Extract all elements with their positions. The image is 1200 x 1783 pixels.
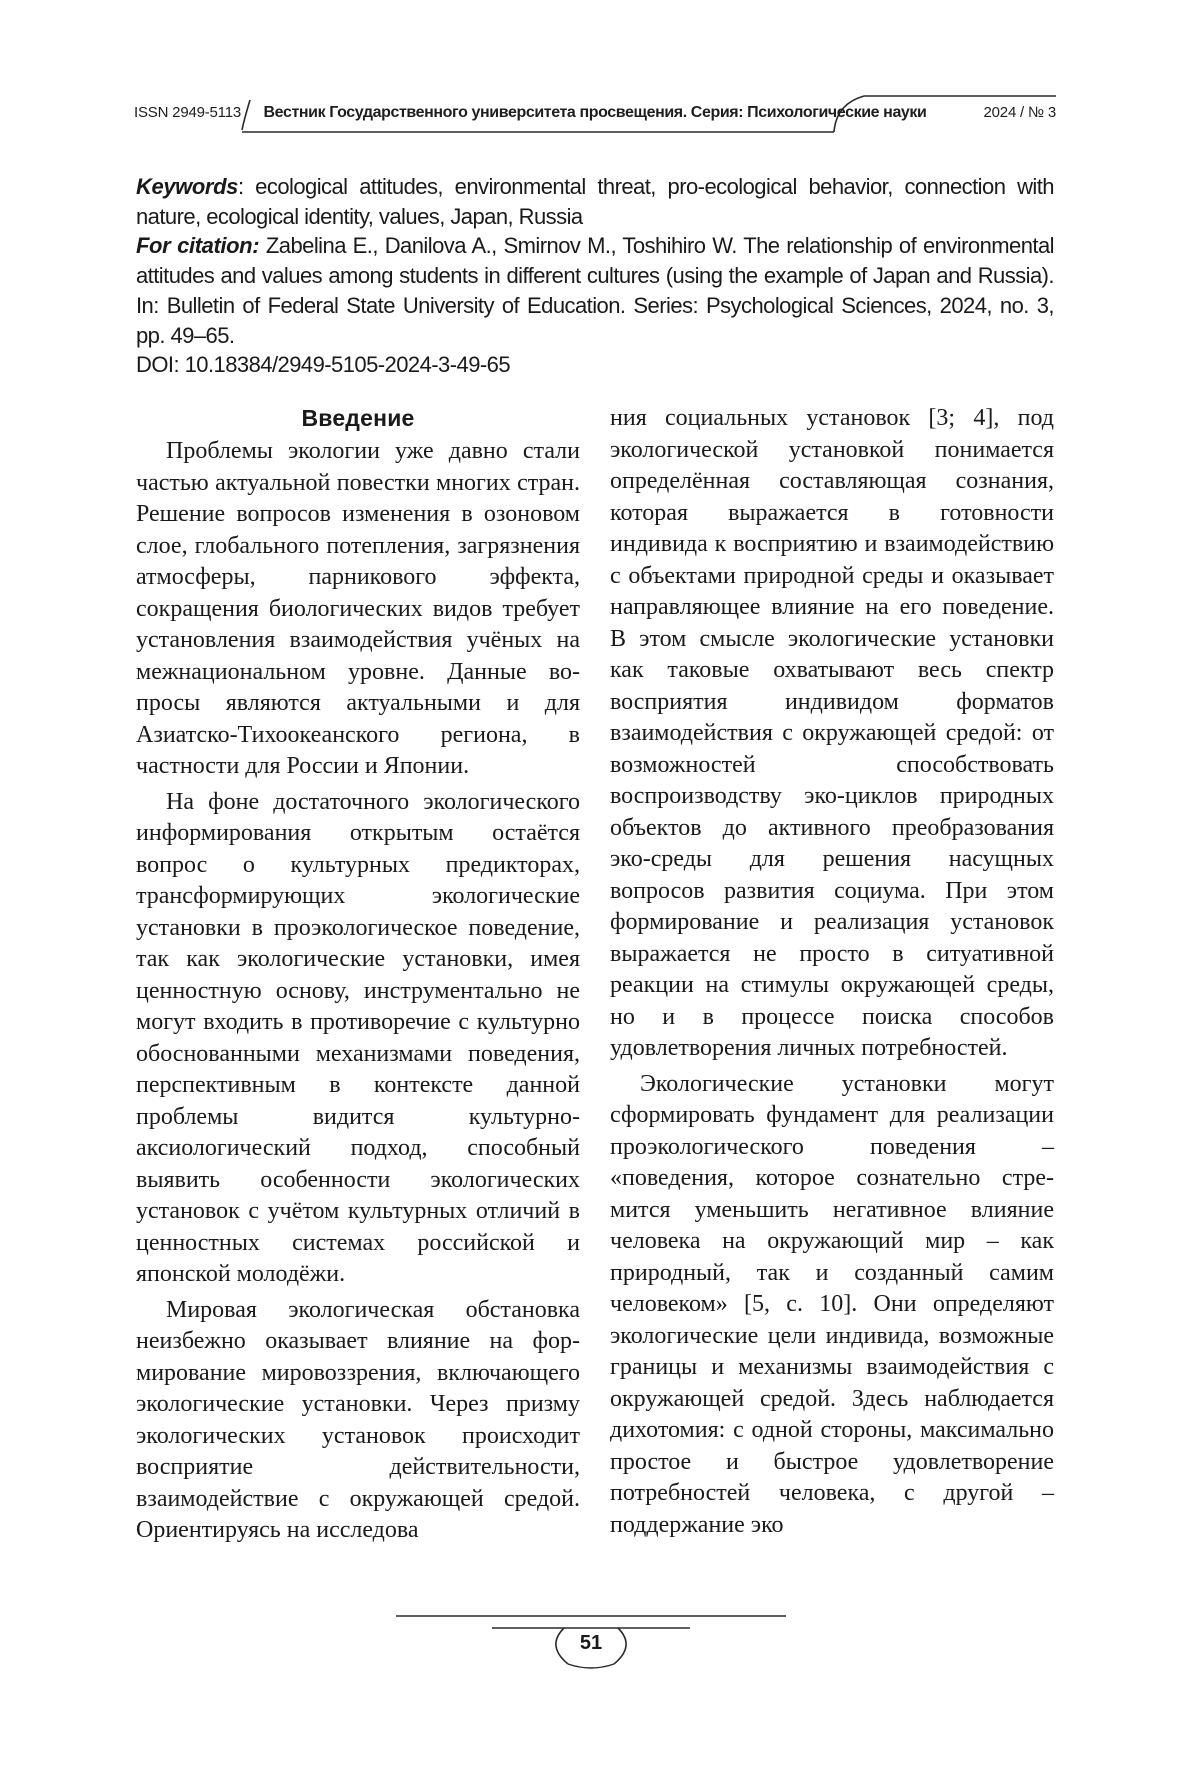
left-column <box>136 403 580 1551</box>
keywords-line <box>136 172 1054 231</box>
paragraph: На фоне достаточного экологического информирования открытым остаётся вопрос о культурных предикторах, трансформирующих экологические установки в проэкологическое поведение, так как экологические установки, имея ценностную основу, инструментально не могут входить в противоречие с культурно обоснованными механизмами поведения, перспективным в контексте данной проблемы видится культурно-аксиологический подход, способный выявить особенности экологических установок с учётом культурных отличий в ценностных системах российской и японской молодёжи. <box>136 788 580 1287</box>
paragraph: Проблемы экологии уже давно стали частью актуальной повестки многих стран. Решение вопросов изменения в озоновом слое, глобального потепления, загрязнения атмосферы, парникового эффекта, сокращения биологических видов требует установления взаимодействия учёных на межнациональном уровне. Данные вопросы являются актуальными и для Азиатско-Тихоокеанского региона, в частности для России и Японии. <box>136 438 580 779</box>
issn-label: ISSN 2949-5113 <box>134 104 241 121</box>
running-header <box>134 92 1056 142</box>
doi-line: DOI: 10.18384/2949-5105-2024-3-49-65 <box>136 352 511 378</box>
page-number: 51 <box>579 1632 603 1654</box>
journal-title: Вестник Государственного университета просвещения. Серия: Психологические науки <box>263 104 927 121</box>
right-column <box>610 403 1054 1545</box>
citation-text: Zabelina E., Danilova A., Smirnov M., Toshihiro W. The relationship of environmental attitudes and values among students in different cultures (using the example of Japan and Russia). In: Bulletin of Federal State University of Education. Series: Psychological Sciences, 2024, no. 3, pp. 49–65. <box>136 233 1054 348</box>
keywords-label: Keywords <box>136 174 238 199</box>
page-footer <box>396 1612 786 1682</box>
keywords-text: : ecological attitudes, environmental threat, pro-ecological behavior, connection with nature, ecological identity, values, Japan, Russia <box>136 174 1054 229</box>
citation-line <box>136 231 1054 350</box>
paragraph-continued: ния социальных установок [3; 4], под экологической установкой понимается определённая составляющая сознания, которая выражается в готовности индивида к восприятию и взаимодействию с объектами природной среды и оказывает направляющее влияние на его поведение. В этом смысле экологические установки как таковые охватывают весь спектр восприятия индивидом форматов взаимодействия с окружающей средой: от возможностей способствовать воспроизводству эко-циклов природных объектов до активного преобразования эко-среды для решения насущных вопросов развития социума. При этом формирование и реализация установок выражается не просто в ситуативной реакции на стимулы окружающей среды, но и в процессе поиска способов удовлетворения личных потребностей. <box>610 405 1054 1061</box>
issue-label: 2024 / № 3 <box>983 104 1056 121</box>
section-heading-introduction: Введение <box>301 405 415 431</box>
paragraph: Мировая экологическая обстановка неизбежно оказывает влияние на формирование мировоззрения, включающего экологические установки. Через призму экологических установок происходит восприятие действительности, взаимодействие с окружающей средой. Ориентируясь на исследова <box>136 1296 580 1543</box>
article-metadata <box>136 172 1054 380</box>
citation-label: For citation: <box>136 233 260 259</box>
paragraph: Экологические установки могут сформировать фундамент для реализации проэкологического поведения – «поведения, которое сознательно стремится уменьшить негативное влияние человека на окружающий мир – как природный, так и созданный самим человеком» [5, с. 10]. Они определяют экологические цели индивида, возможные границы и механизмы взаимодействия с окружающей средой. Здесь наблюдается дихотомия: с одной стороны, максимально простое и быстрое удовлетворение потребностей человека, с другой – поддержание эко <box>610 1070 1054 1538</box>
